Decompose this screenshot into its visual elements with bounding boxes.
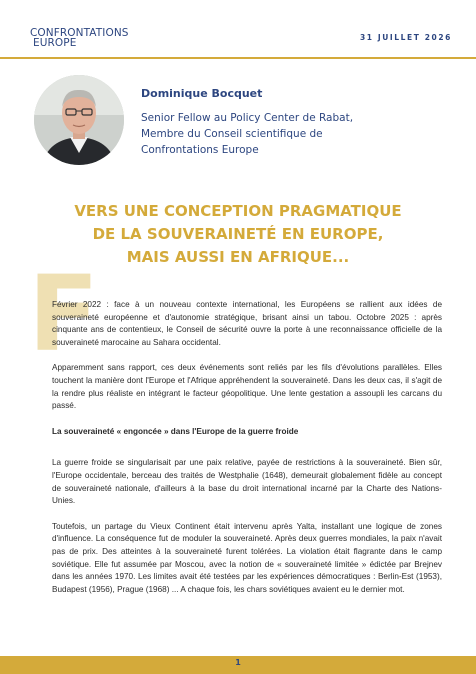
author-role-line-1: Senior Fellow au Policy Center de Rabat, (141, 112, 354, 124)
section-subheading: La souveraineté « engoncée » dans l'Europe de la guerre froide (52, 426, 299, 436)
author-portrait-icon (34, 75, 124, 165)
author-role-line-3: Confrontations Europe (141, 144, 259, 156)
author-photo (34, 75, 124, 165)
title-line-2: DE LA SOUVERAINETÉ EN EUROPE, (92, 225, 384, 243)
paragraph-1: Février 2022 : face à un nouveau contexte international, les Européens se rallient aux idées de souveraineté européenne et d'autonomie stratégique, brisant ainsi un tabou. Octobre 2025 : après cinquante ans de contentieux, le Conseil de sécurité ouvre la porte à une reconnaissance officielle de la souveraineté marocaine au Sahara occidental. (52, 300, 442, 348)
title-line-3: MAIS AUSSI EN AFRIQUE... (126, 248, 350, 266)
confrontations-europe-logo (30, 28, 129, 48)
header-divider (0, 57, 476, 59)
paragraph-3: La guerre froide se singularisait par une paix relative, payée de restrictions à la souveraineté. Bien sûr, l'Europe occidentale, berceau des traités de Westphalie (1648), demeurait globalement fidèle au concept de souveraineté nationale, d'ailleurs à la base du droit international incarné par la Charte des Nations-Unies. (52, 458, 442, 506)
logo-line-1: CONFRONTATIONS (30, 27, 129, 39)
paragraph-2: Apparemment sans rapport, ces deux événements sont reliés par les fils d'évolutions parallèles. Elles touchent la manière dont l'Europe et l'Afrique appréhendent la souveraineté. Dans les deux cas, il s'agit de la rendre plus réaliste en intégrant le facteur géopolitique. Une lente gestation a assoupli les carcans du passé. (52, 363, 442, 411)
logo-line-2: EUROPE (33, 37, 77, 49)
paragraph-4: Toutefois, un partage du Vieux Continent était intervenu après Yalta, installant une logique de zones d'influence. La conséquence fut de moduler la souveraineté. Après deux guerres mondiales, la paix n'avait pas de prix. Des atteintes à la souveraineté furent tolérées. La violation était flagrante dans le camp soviétique. Elle fut assumée par Moscou, avec la notion de « souveraineté limitée » édictée par Brejnev dans les années 1970. Les limites avait été testées par les expériences démocratiques : Berlin-Est (1953), Budapest (1956), Prague (1968) ... A chaque fois, les chars soviétiques avaient eu le dernier mot. (52, 521, 442, 595)
author-name: Dominique Bocquet (141, 87, 263, 100)
title-line-1: VERS UNE CONCEPTION PRAGMATIQUE (74, 202, 402, 220)
author-role-line-2: Membre du Conseil scientifique de (141, 128, 323, 140)
author-role (141, 110, 441, 158)
drop-cap-letter: F (28, 253, 100, 375)
article-body (52, 299, 442, 609)
publication-date: 31 JUILLET 2026 (359, 33, 452, 42)
page-number: 1 (235, 658, 241, 667)
